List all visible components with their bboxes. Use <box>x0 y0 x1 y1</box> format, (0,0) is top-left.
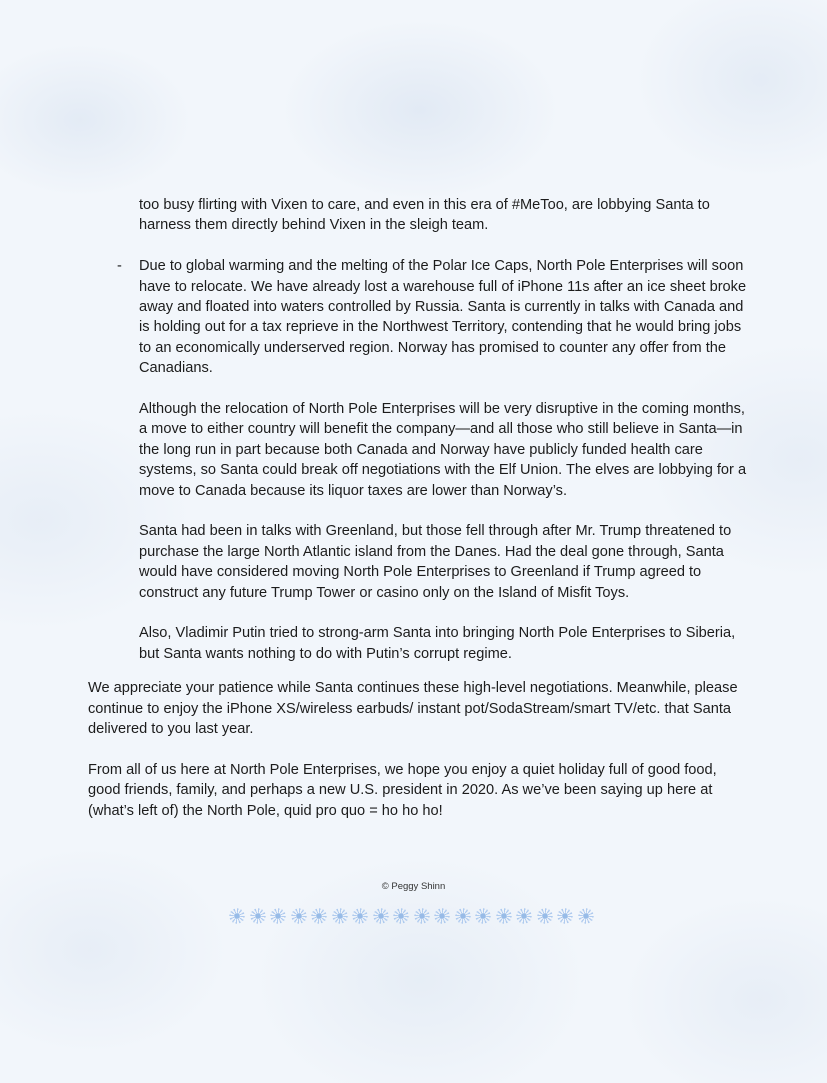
snowflake-icon <box>537 908 553 924</box>
snowflake-border <box>229 908 594 924</box>
bullet-marker: - <box>117 258 122 275</box>
paragraph-relocation-benefits: Although the relocation of North Pole Enterprises will be very disruptive in the coming months, a move to either country will benefit the company—and all those who still believe in Santa—in the long run in part because both Canada and Norway have publicly funded health care systems, so Santa could break off negotiations with the Elf Union. The elves are lobbying for a move to Canada because its liquor taxes are lower than Norway’s. <box>139 401 747 499</box>
snowflake-icon <box>475 908 491 924</box>
snowflake-icon <box>352 908 368 924</box>
paragraph-appreciation: We appreciate your patience while Santa continues these high-level negotiations. Meanwhile, please continue to enjoy the iPhone XS/wireless earbuds/ instant pot/SodaStream/smart TV/etc. that Santa delivered to you last year. <box>88 680 738 738</box>
snowflake-icon <box>373 908 389 924</box>
bullet-item-relocation <box>117 256 748 378</box>
snowflake-icon <box>332 908 348 924</box>
continuation-paragraph: too busy flirting with Vixen to care, and even in this era of #MeToo, are lobbying Santa to harness them directly behind Vixen in the sleigh team. <box>139 197 710 234</box>
snowflake-icon <box>393 908 409 924</box>
letter-page <box>88 195 748 842</box>
paragraph-siberia: Also, Vladimir Putin tried to strong-arm Santa into bringing North Pole Enterprises to Siberia, but Santa wants nothing to do with Putin’s corrupt regime. <box>139 625 736 662</box>
snowflake-icon <box>434 908 450 924</box>
bullet-text: Due to global warming and the melting of the Polar Ice Caps, North Pole Enterprises will soon have to relocate. We have already lost a warehouse full of iPhone 11s after an ice sheet broke away and floated into waters controlled by Russia. Santa is currently in talks with Canada and is holding out for a tax reprieve in the Northwest Territory, contending that he would bring jobs to an economically underserved region. Norway has promised to counter any offer from the Canadians. <box>139 258 747 377</box>
snowflake-icon <box>250 908 266 924</box>
snowflake-icon <box>455 908 471 924</box>
paragraph-closing-wishes: From all of us here at North Pole Enterprises, we hope you enjoy a quiet holiday full of good food, good friends, family, and perhaps a new U.S. president in 2020. As we’ve been saying up here at (what’s left of) the North Pole, quid pro quo = ho ho ho! <box>88 761 717 819</box>
copyright-notice: © Peggy Shinn <box>381 881 446 892</box>
snowflake-icon <box>291 908 307 924</box>
snowflake-icon <box>578 908 594 924</box>
paragraph-greenland: Santa had been in talks with Greenland, but those fell through after Mr. Trump threatened to purchase the large North Atlantic island from the Danes. Had the deal gone through, Santa would have considered moving North Pole Enterprises to Greenland if Trump agreed to construct any future Trump Tower or casino only on the Island of Misfit Toys. <box>139 523 732 601</box>
snowflake-icon <box>311 908 327 924</box>
snowflake-icon <box>496 908 512 924</box>
snowflake-icon <box>414 908 430 924</box>
snowflake-icon <box>516 908 532 924</box>
snowflake-icon <box>557 908 573 924</box>
snowflake-icon <box>270 908 286 924</box>
snowflake-icon <box>229 908 245 924</box>
